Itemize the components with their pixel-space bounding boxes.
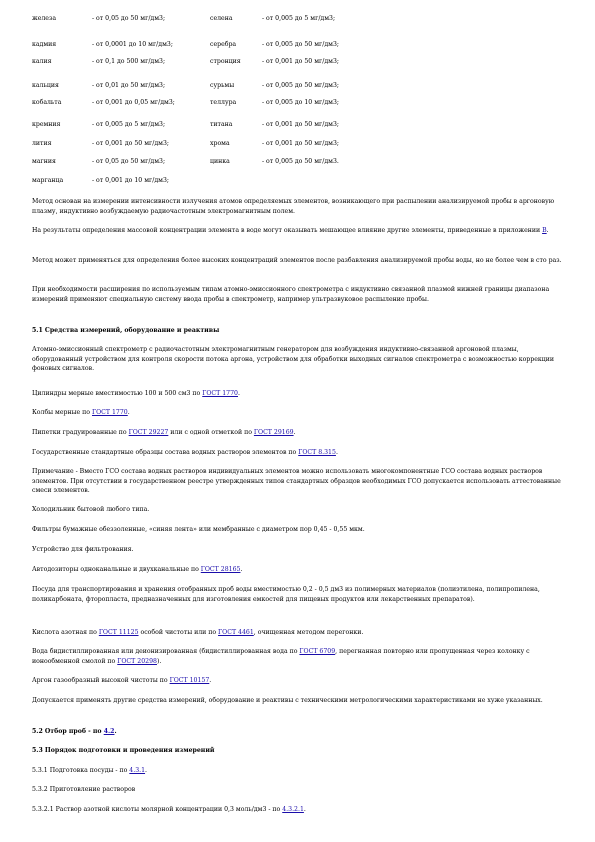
element-name: стронция <box>210 58 241 65</box>
element-name: лития <box>32 140 52 147</box>
element-range: - от 0,001 до 10 мг/дм3; <box>92 177 169 184</box>
section-heading-5-2: 5.2 Отбор проб - по 4.2. <box>32 728 117 735</box>
element-range: - от 0,1 до 500 мг/дм3; <box>92 58 166 65</box>
element-range: - от 0,001 до 0,05 мг/дм3; <box>92 99 175 106</box>
appendix-link[interactable]: В <box>542 227 547 234</box>
element-name: кремния <box>32 121 61 128</box>
element-row <box>0 175 595 187</box>
nitric-acid-paragraph: Кислота азотная по ГОСТ 11125 особой чистоты или по ГОСТ 4461, очищенная методом перегонки. <box>32 629 364 636</box>
argon-paragraph: Аргон газообразный высокой чистоты по ГОСТ 10157. <box>32 677 212 684</box>
element-name: кадмия <box>32 41 57 48</box>
gost-link[interactable]: ГОСТ 11125 <box>98 629 139 636</box>
pipettes-paragraph: Пипетки градуированные по ГОСТ 29227 или с одной отметкой по ГОСТ 29169. <box>32 429 296 436</box>
gost-link[interactable]: ГОСТ 29169 <box>253 429 294 436</box>
element-range: - от 0,001 до 50 мг/дм3; <box>262 140 339 147</box>
element-name: калия <box>32 58 52 65</box>
note-paragraph: Примечание - Вместо ГСО состава водных растворов индивидуальных элементов можно использовать многокомпонентные ГСО состава водных растворов элементов. При отсутствии в государственном реестре утвержденных типов стандартных образцов необходимых ГСО допускается использовать аттестованные смеси элементов. <box>32 468 561 494</box>
element-name: кальция <box>32 82 59 89</box>
element-name: кобальта <box>32 99 62 106</box>
section-heading-5-1: 5.1 Средства измерений, оборудование и реактивы <box>32 327 220 334</box>
element-name: селена <box>210 15 233 22</box>
element-name: марганца <box>32 177 64 184</box>
water-paragraph: Вода бидистиллированная или деионизированная (бидистиллированная вода по ГОСТ 6709, перегнанная повторно или пропущенная через колонку с ионообменной смолой по ГОСТ 20298). <box>32 648 530 665</box>
spectrometer-paragraph: Атомно-эмиссионный спектрометр с радиочастотным электромагнитным генератором для возбуждения индуктивно-связанной аргоновой плазмы, оборудованный устройством для контроля скорости потока аргона, устройством для обработки выходных сигналов спектрометра с возможностью коррекции фоновых сигналов. <box>32 346 554 372</box>
element-range: - от 0,005 до 5 мг/дм3; <box>262 15 336 22</box>
gost-link[interactable]: ГОСТ 8.315 <box>298 449 336 456</box>
element-row <box>0 80 595 92</box>
element-range: - от 0,001 до 50 мг/дм3; <box>262 121 339 128</box>
extend-range-paragraph: При необходимости расширения по используемым типам атомно-эмиссионного спектрометра с индуктивно связанной плазмой нижней границы диапазона измерений применяют специальную систему ввода пробы в спектрометр, например ультразвуковое распыление пробы. <box>32 286 550 303</box>
element-range: - от 0,001 до 50 мг/дм3; <box>262 58 339 65</box>
dilution-paragraph: Метод может применяться для определения более высоких концентраций элементов после разбавления анализируемой пробы воды, но не более чем в сто раз. <box>32 257 562 264</box>
paragraph-5-3-2: 5.3.2 Приготовление растворов <box>32 786 136 793</box>
section-link[interactable]: 4.3.2.1 <box>282 806 304 813</box>
element-range: - от 0,05 до 50 мг/дм3; <box>92 15 166 22</box>
gost-link[interactable]: ГОСТ 10157 <box>169 677 210 684</box>
gost-link[interactable]: ГОСТ 1770 <box>202 390 238 397</box>
element-range: - от 0,005 до 50 мг/дм3. <box>262 158 339 165</box>
alternatives-paragraph: Допускается применять другие средства измерений, оборудование и реактивы с техническими метрологическими характеристиками не хуже указанных. <box>32 697 543 704</box>
element-range: - от 0,005 до 5 мг/дм3; <box>92 121 166 128</box>
section-link[interactable]: 4.3.1 <box>129 767 146 774</box>
element-name: титана <box>210 121 233 128</box>
fridge-paragraph: Холодильник бытовой любого типа. <box>32 506 150 513</box>
element-row <box>0 39 595 51</box>
element-row <box>0 97 595 109</box>
section-link[interactable]: 4.2 <box>103 728 115 735</box>
section-heading-5-3: 5.3 Порядок подготовки и проведения измерений <box>32 747 215 754</box>
filters-paragraph: Фильтры бумажные обеззоленные, «синяя лента» или мембранные с диаметром пор 0,45 - 0,55 мкм. <box>32 526 365 533</box>
element-name: серебра <box>210 41 237 48</box>
filter-device-paragraph: Устройство для фильтрования. <box>32 546 134 553</box>
method-paragraph: Метод основан на измерении интенсивности излучения атомов определяемых элементов, возникающего при распылении анализируемой пробы в аргоновую плазму, индуктивно возбуждаемую радиочастотным электромагнитным полем. <box>32 198 555 215</box>
element-row <box>0 156 595 168</box>
paragraph-5-3-1: 5.3.1 Подготовка посуды - по 4.3.1. <box>32 767 148 774</box>
element-name: цинка <box>210 158 230 165</box>
element-range: - от 0,0001 до 10 мг/дм3; <box>92 41 173 48</box>
element-row <box>0 13 595 25</box>
element-range: - от 0,005 до 50 мг/дм3; <box>262 82 339 89</box>
element-name: хрома <box>210 140 230 147</box>
gost-link[interactable]: ГОСТ 6709 <box>299 648 336 655</box>
gost-link[interactable]: ГОСТ 29227 <box>128 429 169 436</box>
vessels-paragraph: Посуда для транспортирования и хранения отобранных проб воды вместимостью 0,2 - 0,5 дм3 из полимерных материалов (полиэтилена, полипропилена, поликарбоната, фторопласта, предназначенных для изготовления емкостей для пищевых продуктов или лекарственных препаратов). <box>32 586 540 603</box>
dispensers-paragraph: Автодозиторы одноканальные и двухканальные по ГОСТ 28165. <box>32 566 243 573</box>
gso-paragraph: Государственные стандартные образцы состава водных растворов элементов по ГОСТ 8.315. <box>32 449 338 456</box>
gost-link[interactable]: ГОСТ 4461 <box>218 629 254 636</box>
gost-link[interactable]: ГОСТ 20298 <box>117 657 157 665</box>
results-paragraph: На результаты определения массовой концентрации элемента в воде могут оказывать мешающее влияние другие элементы, приведенные в приложении В. <box>32 227 549 234</box>
cylinders-paragraph: Цилиндры мерные вместимостью 100 и 500 см3 по ГОСТ 1770. <box>32 390 240 397</box>
element-name: сурьмы <box>210 82 235 89</box>
element-range: - от 0,005 до 50 мг/дм3; <box>262 41 339 48</box>
flasks-paragraph: Колбы мерные по ГОСТ 1770. <box>32 409 130 416</box>
element-range: - от 0,01 до 50 мг/дм3; <box>92 82 166 89</box>
paragraph-5-3-2-1: 5.3.2.1 Раствор азотной кислоты молярной концентрации 0,3 моль/дм3 - по 4.3.2.1. <box>32 806 306 813</box>
gost-link[interactable]: ГОСТ 1770 <box>92 409 128 416</box>
gost-link[interactable]: ГОСТ 28165 <box>200 566 241 573</box>
element-row <box>0 138 595 150</box>
element-range: - от 0,001 до 50 мг/дм3; <box>92 140 169 147</box>
element-range: - от 0,005 до 10 мг/дм3; <box>262 99 339 106</box>
element-row <box>0 56 595 68</box>
element-name: теллура <box>210 99 237 106</box>
element-row <box>0 119 595 131</box>
element-name: железа <box>32 15 57 22</box>
element-range: - от 0,05 до 50 мг/дм3; <box>92 158 166 165</box>
element-name: магния <box>32 158 56 165</box>
